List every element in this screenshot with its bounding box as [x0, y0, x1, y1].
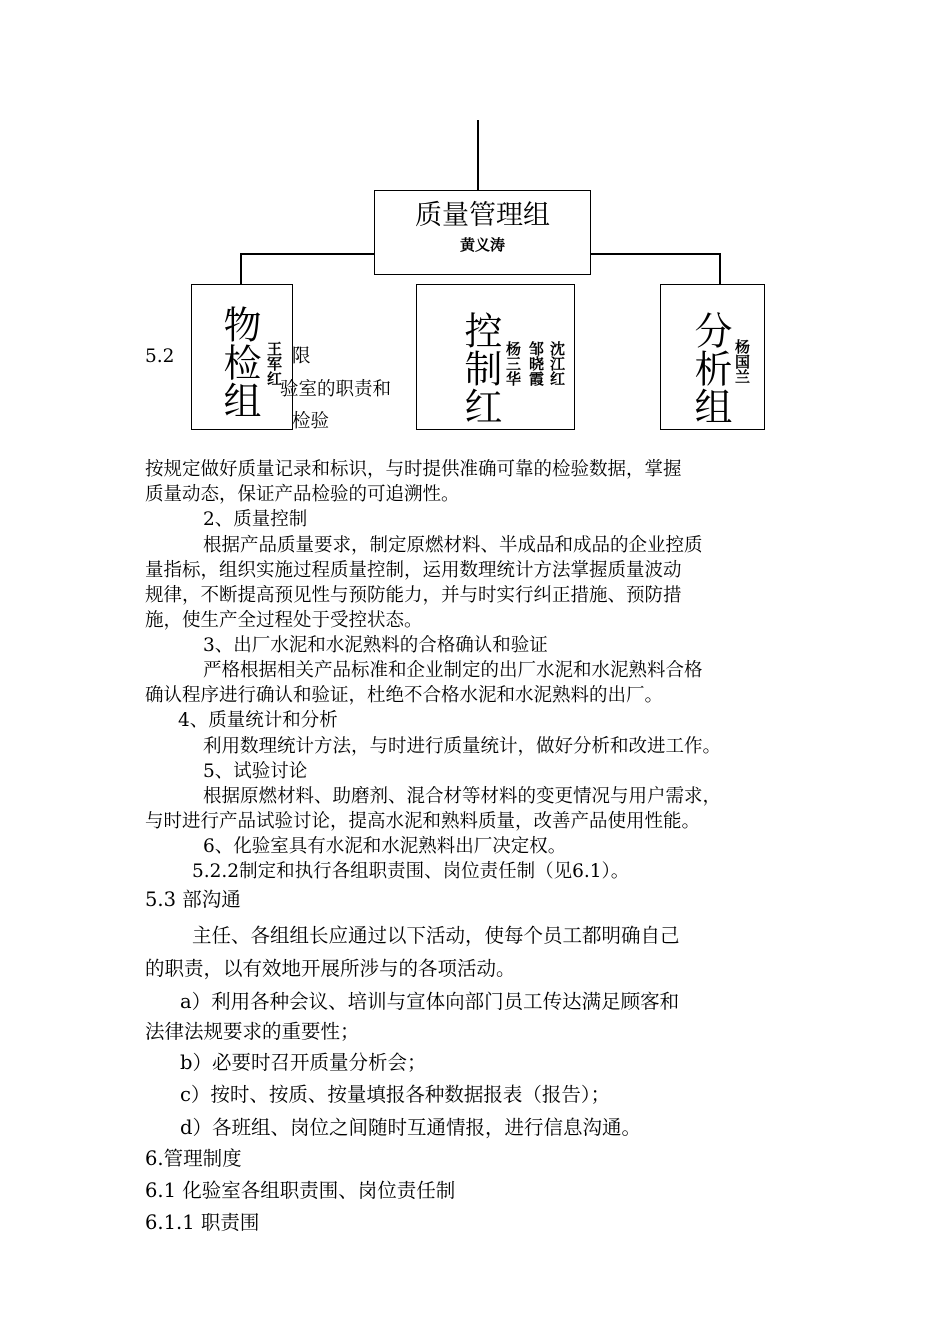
right-branch-horizontal: [590, 253, 720, 255]
body-line: 确认程序进行确认和验证，杜绝不合格水泥和水泥熟料的出厂。: [145, 685, 664, 706]
control-group-member-1: 沈江红: [548, 341, 566, 386]
body-line: 严格根据相关产品标准和企业制定的出厂水泥和水泥熟料合格: [203, 660, 703, 681]
section-list-item-a: a）利用各种会议、培训与宣体向部门员工传达满足顾客和: [180, 990, 680, 1013]
right-branch-vertical: [719, 253, 721, 285]
partial-line-2: 验室的职责和: [280, 379, 392, 400]
section-list-item-d: d）各班组、岗位之间随时互通情报，进行信息沟通。: [180, 1116, 641, 1139]
body-line: 按规定做好质量记录和标识，与时提供准确可靠的检验数据，掌握: [145, 459, 682, 480]
body-line: 质量动态，保证产品检验的可追溯性。: [145, 484, 460, 505]
analysis-group-title: 分析组: [688, 311, 732, 425]
quality-management-group-box: [374, 190, 591, 275]
section-6-heading: 6.管理制度: [145, 1147, 242, 1170]
quality-management-group-title: 质量管理组: [415, 200, 550, 231]
control-group-box: [416, 284, 575, 430]
body-line: 利用数理统计方法，与时进行质量统计，做好分析和改进工作。: [203, 736, 722, 757]
quality-management-group-leader: 黄义涛: [459, 236, 505, 254]
physical-inspection-group-member: 王军红: [265, 341, 283, 386]
body-line: 与时进行产品试验讨论，提高水泥和熟料质量，改善产品使用性能。: [145, 811, 701, 832]
physical-inspection-group-box: [191, 284, 293, 430]
partial-line-4: 根据有关标准和规定，对原燃材料、半成品、成品进行检验。: [203, 434, 703, 455]
analysis-group-box: [660, 284, 765, 430]
section-line: 的职责，以有效地开展所涉与的各项活动。: [145, 957, 516, 980]
section-5-2-heading-fragment: 限: [292, 346, 311, 367]
body-line: 量指标，组织实施过程质量控制，运用数理统计方法掌握质量波动: [145, 560, 682, 581]
left-branch-horizontal: [240, 253, 375, 255]
body-heading: 2、质量控制: [203, 509, 308, 530]
partial-line-3: 检验: [292, 411, 330, 432]
section-6-1-heading: 6.1 化验室各组职责围、岗位责任制: [145, 1179, 456, 1202]
body-heading: 5、试验讨论: [203, 761, 308, 782]
section-5-2-number: 5.2: [145, 346, 175, 367]
section-list-item-c: c）按时、按质、按量填报各种数据报表（报告）；: [180, 1083, 611, 1106]
control-group-member-2: 邹晓霞: [527, 341, 545, 386]
control-group-member-3: 杨三华: [504, 341, 522, 386]
section-list-item-b: b）必要时召开质量分析会；: [180, 1051, 427, 1074]
section-6-1-1-heading: 6.1.1 职责围: [145, 1211, 260, 1234]
body-line: 6、化验室具有水泥和水泥熟料出厂决定权。: [203, 836, 567, 857]
control-group-title: 控制红: [458, 311, 502, 425]
physical-inspection-group-title: 物检组: [217, 305, 261, 419]
body-heading: 3、出厂水泥和水泥熟料的合格确认和验证: [203, 635, 548, 656]
section-5-3-heading: 5.3 部沟通: [145, 888, 241, 911]
body-line: 根据原燃材料、助磨剂、混合材等材料的变更情况与用户需求，: [203, 786, 722, 807]
body-line: 施，使生产全过程处于受控状态。: [145, 610, 423, 631]
body-line: 规律，不断提高预见性与预防能力，并与时实行纠正措施、预防措: [145, 585, 682, 606]
body-line: 根据产品质量要求，制定原燃材料、半成品和成品的企业控质: [203, 535, 703, 556]
top-connector-line: [477, 120, 479, 190]
analysis-group-member: 杨国兰: [733, 339, 751, 384]
section-line: 法律法规要求的重要性；: [145, 1020, 360, 1043]
body-heading: 4、质量统计和分析: [178, 710, 338, 731]
body-line: 5.2.2制定和执行各组职责围、岗位责任制（见6.1）。: [192, 861, 630, 882]
section-line: 主任、各组组长应通过以下活动，使每个员工都明确自己: [192, 924, 680, 947]
